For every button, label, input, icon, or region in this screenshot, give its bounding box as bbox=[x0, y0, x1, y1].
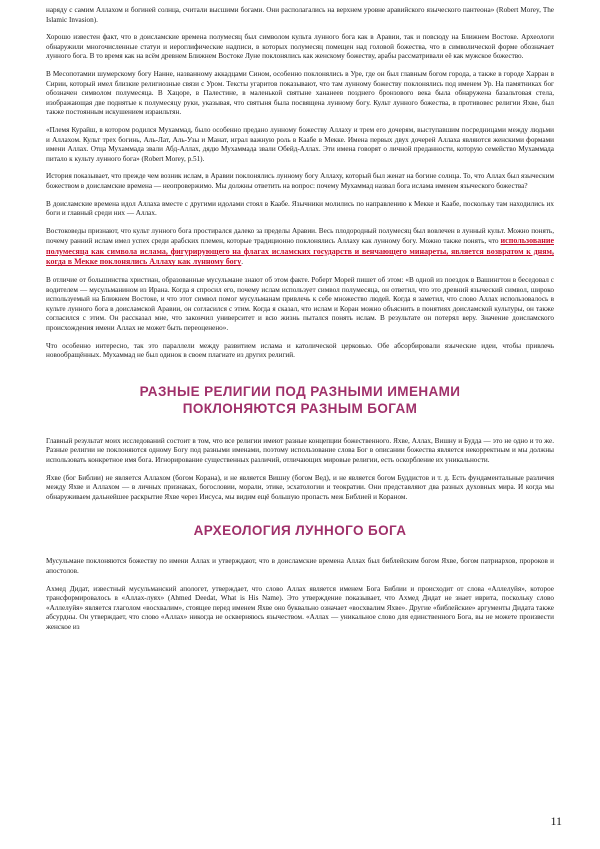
paragraph: В Месопотамии шумерскому богу Нанне, названному аккадцами Сином, особенно поклонялись в Уре, где он был главным богом города, а также в городе Харран в Сирии, который имел близкие религиозные связи с Уром. Тексты угаритов показывают, что там лунному божеству поклонялись под именем Ур. На памятниках бог обозначен символом полумесяца. В Хацоре, в Палестине, в маленькой святыне хананеев позднего бронзового века была обнаружена базальтовая стела, изображающая две поднятые к полумесяцу руки, указывая, что святыня была посвящена лунному богу. Культ лунного божества, в противовес религии Яхве, был также постоянным искушением израильтян. bbox=[46, 69, 554, 117]
paragraph: Ахмед Дидат, известный мусульманский апологет, утверждает, что слово Аллах является именем Бога Библии и происходит от слова «Аллелуйя», которое трансформировалось в «Аллах-луях» (Ahmed Deedat, What is His Name). Это утверждение показывает, что Ахмед Дидат не знает иврита, поскольку слово «Аллелуйя» является глаголом «восхвалим», стоящее перед именем Яхве оно буквально означает «восхвалим Яхве». Другие «библейские» аргументы Дидата также абсурдны. Он утверждает, что слово «Аллах» никогда не оскверняюсь язычеством. «Аллах — уникальное слово для единственного Бога, вы не можете произвести женское из bbox=[46, 584, 554, 631]
paragraph: Яхве (бог Библии) не является Аллахом (богом Корана), и не является Вишну (богом Вед), и не является богом Буддистов и т. д. Есть фундаментальные различия между Яхве и Аллахом — в личных признаках, богословии, морали, этике, эсхатологии и теократии. Они представляют два разных духовных мира. И когда мы обнаруживаем дальнейшее раскрытие Яхве через Иисуса, мы видим ещё большую пропасть меж Библией и Кораном. bbox=[46, 473, 554, 501]
paragraph: наряду с самим Аллахом и богиней солнца, считали высшими богами. Они располагались на верхнем уровне аравийского языческого пантеона» (Robert Morey, The Islamic Invasion). bbox=[46, 6, 554, 24]
highlighted-text: использование полумесяца как символа ислама, фигурирующего на флагах исламских государств и венчающего минареты, является возвратом к дням, когда в Мекке поклонялись Аллаху как лунному богу bbox=[46, 236, 554, 267]
paragraph: В отличие от большинства христиан, образованные мусульмане знают об этом факте. Роберт Морей пишет об этом: «В одной из поездок в Вашингтон в беседовал с водителем — мусульманином из Ирана. Когда я спросил его, почему ислам использует символ полумесяца, он ответил, что это древний языческий символ, широко используемый на Ближнем Востоке, и что этот символ помог мусульманам привлечь к себе множество людей. Когда я заметил, что слово Аллах использовалось в культе лунного бога в доисламской Аравии, он согласился с этим. Когда я сказал, что ислам и Коран можно объяснить в понятиях доисламской культуры, он также согласился с этим. Он рассказал мне, что закончил университет и всю жизнь пытался понять ислам. В результате он потерял веру. Значение доисламского происхождения имени Аллах не может быть переоценено». bbox=[46, 276, 554, 333]
page-number: 11 bbox=[550, 814, 562, 828]
paragraph: Мусульмане поклоняются божеству по имени Аллах и утверждают, что в доисламские времена Аллах был библейским богом Яхве, богом патриархов, пророков и апостолов. bbox=[46, 557, 554, 575]
paragraph: Что особенно интересно, так это параллели между развитием ислама и католической церковью. Обе абсорбировали языческие идеи, чтобы привлечь новообращённых. Мухаммад не был одинок в своем плагиате из других религий. bbox=[46, 341, 554, 360]
section-heading: АРХЕОЛОГИЯ ЛУННОГО БОГА bbox=[193, 523, 407, 539]
paragraph-text: . bbox=[241, 258, 244, 267]
paragraph: В доисламские времена идол Аллаха вместе с другими идолами стоял в Каабе. Язычники молились по направлению к Мекке и Каабе, поскольку там находились их боги и главный среди них — Аллах. bbox=[46, 199, 554, 218]
section-heading: РАЗНЫЕ РЕЛИГИИ ПОД РАЗНЫМИ ИМЕНАМИ ПОКЛОНЯЮТСЯ РАЗНЫМ БОГАМ bbox=[139, 383, 461, 416]
paragraph: История показывает, что прежде чем возник ислам, в Аравии поклонялись лунному богу Аллаху, который был женат на богине солнца. То, что Аллах был языческим божеством в доисламские времена — неопровержимо. Мы должны ответить на вопрос: почему Мухаммад назвал бога ислама именем языческого божества? bbox=[46, 172, 554, 190]
paragraph-with-highlight bbox=[46, 227, 554, 268]
paragraph: «Племя Курайш, в котором родился Мухаммад, было особенно предано лунному божеству Аллаху и трем его дочерям, выступавшим посредницами между людьми и Аллахом. Культ трех богинь, Аль-Лат, Аль-Узы и Манат, играл важную роль в Каабе в Мекке. Имена первых двух дочерей Аллаха являются женскими формами имени Аллах. Отца Мухаммада звали Абд-Аллах, дядю Мухаммада звали Обейд-Аллах. Эти имена говорят о личной преданности, которую семейство Мухаммада питало к культу лунного бога» (Robert Morey, p.51). bbox=[46, 125, 554, 163]
paragraph: Главный результат моих исследований состоит в том, что все религии имеют разные концепции божественного. Яхве, Аллах, Вишну и Будда — это не одно и то же. Разные религии не поклоняются одному Богу под разными именами, поэтому использование слова Бог в описании божества является некорректным и мы должны использовать конкретное имя бога. Игнорирование существенных различий, отличающих мировые религии, есть оскорбление их уникальности. bbox=[46, 436, 554, 464]
paragraph-text: Востоковеды признают, что культ лунного бога простирался далеко за пределы Аравии. Весь плодородный полумесяц был вовлечен в лунный культ. Можно понять, почему ранний ислам имел успех среди арабских племен, которые традиционно поклонялись Аллаху как лунному богу. Можно также понять, что bbox=[46, 226, 554, 246]
paragraph: Хорошо известен факт, что в доисламские времена полумесяц был символом культа лунного бога как в Аравии, так и повсюду на Ближнем Востоке. Археологи обнаружили многочисленные статуи и иероглифические надписи, в которых полумесяц помещен над головой божества, что в символической форме обозначает лунного бога. В то время как на всём древнем Ближнем Востоке Луне поклонялись как женскому божеству, арабы рассматривали её как мужское божество. bbox=[46, 33, 554, 61]
